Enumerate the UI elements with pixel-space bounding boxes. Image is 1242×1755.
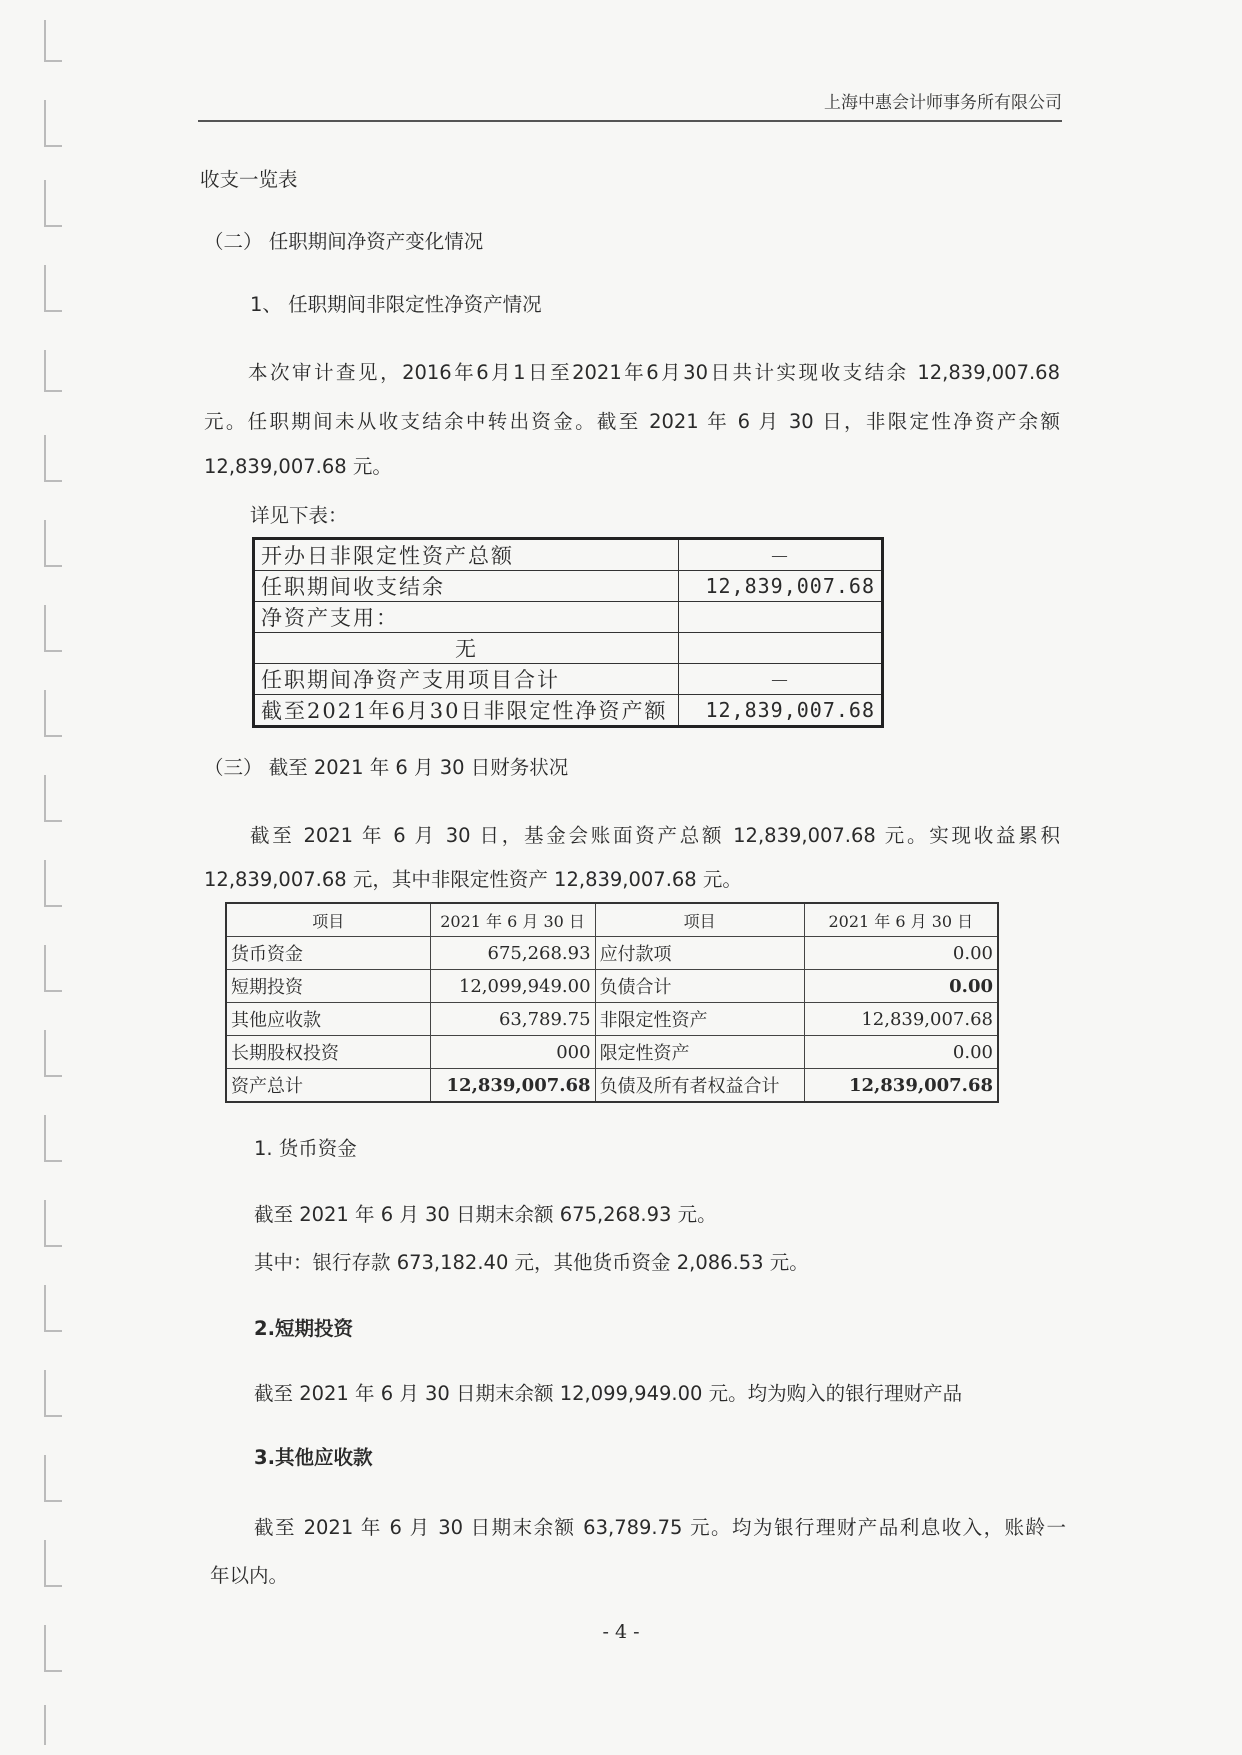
cell: 63,789.75 — [430, 1003, 595, 1036]
cell: 限定性资产 — [595, 1036, 804, 1069]
section-3-title: （三） 截至 2021 年 6 月 30 日财务状况 — [204, 756, 569, 779]
section-2-title: （二） 任职期间净资产变化情况 — [204, 230, 484, 253]
row-value: － — [679, 664, 883, 695]
table-row — [226, 1003, 998, 1036]
cell: 其他应收款 — [226, 1003, 430, 1036]
cell: 负债合计 — [595, 970, 804, 1003]
paragraph-1-line-3: 12,839,007.68 元。 — [204, 455, 392, 478]
table-row — [226, 970, 998, 1003]
firm-header: 上海中惠会计师事务所有限公司 — [824, 93, 1062, 113]
item-1-line-2: 其中：银行存款 673,182.40 元，其他货币资金 2,086.53 元。 — [254, 1251, 809, 1274]
cell: 0.00 — [804, 937, 998, 970]
cell: 负债及所有者权益合计 — [595, 1069, 804, 1103]
paragraph-2-line-1: 截至 2021 年 6 月 30 日，基金会账面资产总额 12,839,007.68 元。实现收益累积 — [250, 824, 1060, 847]
row-value — [679, 633, 883, 664]
column-header: 项目 — [226, 903, 430, 937]
net-assets-table — [252, 537, 884, 728]
row-label: 净资产支用： — [254, 602, 679, 633]
cell: 12,839,007.68 — [804, 1003, 998, 1036]
cell: 长期股权投资 — [226, 1036, 430, 1069]
paragraph-1-line-1: 本次审计查见，2016年6月1日至2021年6月30日共计实现收支结余 12,839,007.68 — [248, 361, 1060, 384]
cell: 12,099,949.00 — [430, 970, 595, 1003]
row-label: 开办日非限定性资产总额 — [254, 539, 679, 571]
financial-position-table — [225, 902, 999, 1103]
table-row — [254, 602, 883, 633]
row-value — [679, 602, 883, 633]
row-value: － — [679, 539, 883, 571]
item-2-line-1: 截至 2021 年 6 月 30 日期末余额 12,099,949.00 元。均为购入的银行理财产品 — [254, 1382, 963, 1405]
cell: 应付款项 — [595, 937, 804, 970]
item-3-line-1: 截至 2021 年 6 月 30 日期末余额 63,789.75 元。均为银行理财产品利息收入，账龄一 — [254, 1516, 1066, 1539]
table-header-row — [226, 903, 998, 937]
page-number: - 4 - — [602, 1621, 640, 1643]
continued-line: 收支一览表 — [200, 168, 298, 191]
paragraph-2-line-2: 12,839,007.68 元，其中非限定性资产 12,839,007.68 元。 — [204, 868, 742, 891]
item-1-line-1: 截至 2021 年 6 月 30 日期末余额 675,268.93 元。 — [254, 1203, 717, 1226]
row-value: 12,839,007.68 — [679, 571, 883, 602]
cell: 0.00 — [804, 970, 998, 1003]
column-header: 2021 年 6 月 30 日 — [430, 903, 595, 937]
table-row — [254, 571, 883, 602]
row-label: 截至2021年6月30日非限定性净资产额 — [254, 695, 679, 727]
header-rule — [198, 120, 1062, 122]
table-row — [226, 1036, 998, 1069]
cell: 12,839,007.68 — [430, 1069, 595, 1103]
cell: 675,268.93 — [430, 937, 595, 970]
cell: 000 — [430, 1036, 595, 1069]
paragraph-1-line-2: 元。任职期间未从收支结余中转出资金。截至 2021 年 6 月 30 日，非限定性净资产余额 — [204, 410, 1060, 433]
table-row — [254, 695, 883, 727]
row-label: 无 — [254, 633, 679, 664]
cell: 短期投资 — [226, 970, 430, 1003]
table-row — [254, 633, 883, 664]
cell: 0.00 — [804, 1036, 998, 1069]
see-below-note: 详见下表： — [250, 504, 348, 527]
cell: 货币资金 — [226, 937, 430, 970]
item-3-title: 3.其他应收款 — [254, 1446, 373, 1469]
table-row — [226, 937, 998, 970]
subsection-1-title: 1、 任职期间非限定性净资产情况 — [250, 293, 542, 316]
table-row — [254, 664, 883, 695]
item-3-line-2: 年以内。 — [210, 1564, 289, 1587]
item-2-title: 2.短期投资 — [254, 1317, 353, 1340]
table-row-total — [226, 1069, 998, 1103]
row-label: 任职期间收支结余 — [254, 571, 679, 602]
column-header: 项目 — [595, 903, 804, 937]
cell: 非限定性资产 — [595, 1003, 804, 1036]
row-label: 任职期间净资产支用项目合计 — [254, 664, 679, 695]
item-1-title: 1. 货币资金 — [254, 1137, 357, 1160]
cell: 资产总计 — [226, 1069, 430, 1103]
column-header: 2021 年 6 月 30 日 — [804, 903, 998, 937]
table-row — [254, 539, 883, 571]
row-value: 12,839,007.68 — [679, 695, 883, 727]
cell: 12,839,007.68 — [804, 1069, 998, 1103]
